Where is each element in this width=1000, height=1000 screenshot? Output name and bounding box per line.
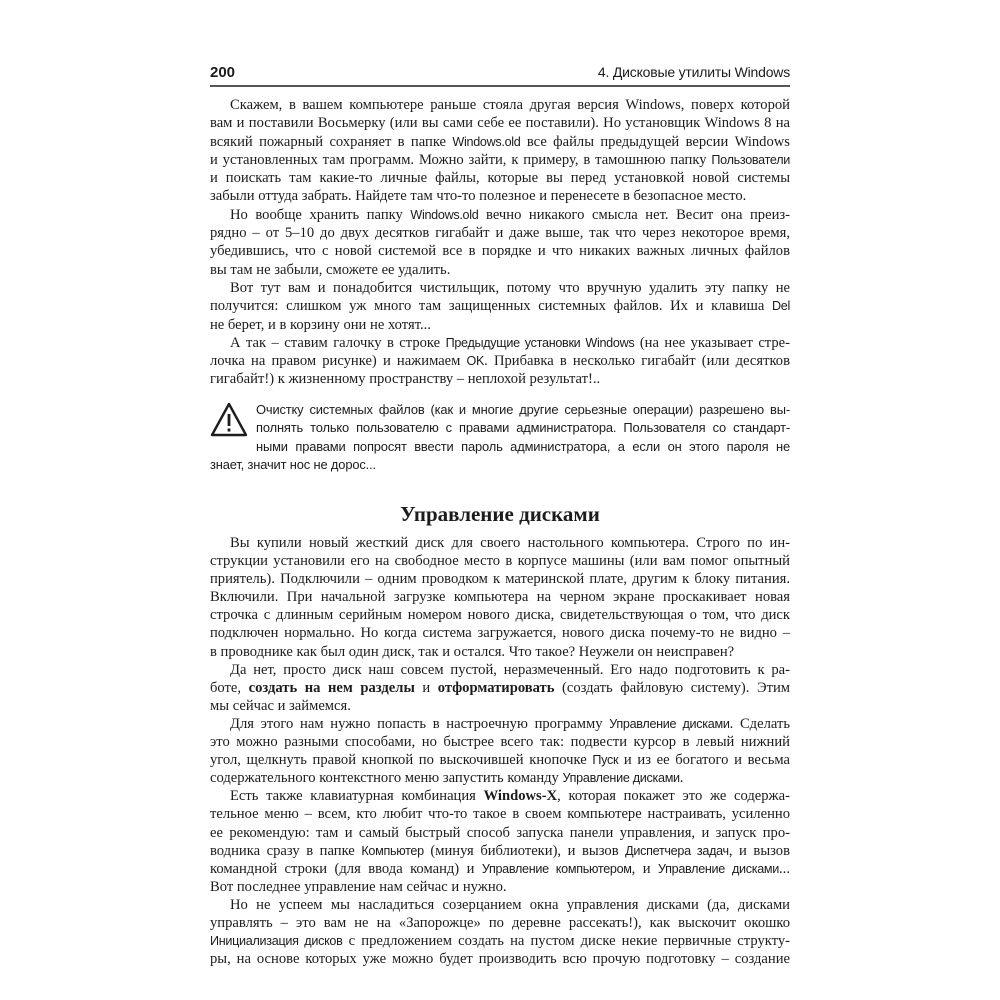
text-segment: строчка с длинным серийным номером нового диска, свидетельствующая о том, что диск — [210, 607, 790, 624]
text-line — [210, 914, 790, 932]
ui-term: OK — [466, 354, 485, 369]
text-segment: А так – ставим галочку в строке — [230, 334, 446, 351]
text-line — [210, 534, 790, 552]
text-segment: струкции установили его на свободное место в корпусе машины (или вам помог опытный — [210, 553, 790, 570]
ui-term: Предыдущие установки Windows — [445, 335, 635, 350]
text-line — [210, 932, 790, 950]
bold-term: Windows-X — [483, 788, 558, 805]
ui-term: Управление дисками — [562, 771, 680, 786]
text-line — [210, 316, 790, 334]
text-line — [210, 787, 790, 805]
text-line — [210, 279, 790, 297]
text-segment: , которая покажет это же содержа- — [557, 788, 790, 805]
text-segment: забыли оттуда забрать. Найдете там что-то полезное и перенесете в безопасное место. — [210, 188, 747, 205]
text-segment: вы там не забыли, сможете ее удалить. — [210, 261, 451, 278]
text-segment: боте, — [210, 679, 249, 696]
text-line — [210, 352, 790, 370]
text-line — [210, 733, 790, 751]
text-segment: Скажем, в вашем компьютере раньше стояла другая версия Windows, поверх которой — [230, 97, 790, 113]
section-heading: Управление дисками — [400, 502, 600, 526]
text-segment: это можно разными способами, но быстрее всего так: подвести курсор в левый нижний — [210, 734, 790, 751]
text-segment: . Прибавка в несколько гигабайт (или десятков — [484, 353, 790, 370]
ui-term: Del — [772, 299, 790, 314]
warning-line: полнять только пользователю с правами администратора. Пользователя со стандарт- — [256, 420, 790, 436]
text-line — [210, 661, 790, 679]
ui-term: Инициализация дисков — [210, 934, 343, 949]
text-segment: и — [414, 679, 438, 696]
text-line — [210, 242, 790, 260]
text-segment: получится: слишком уж много там защищенных системных файлов. Их и клавиша — [210, 298, 772, 315]
text-segment: Да нет, просто диск наш совсем пустой, неразмеченный. Его надо подготовить к ра- — [230, 661, 790, 678]
text-line — [210, 769, 790, 787]
text-segment: всякий пожарный сохраняет в папке — [210, 133, 453, 150]
text-segment: , и — [631, 860, 658, 877]
ui-term: Диспетчера задач — [625, 843, 729, 858]
text-line — [210, 552, 790, 570]
text-line — [210, 169, 790, 187]
text-line — [210, 224, 790, 242]
text-segment: вам и поставили Восьмерку (или вы сами себе ее поставили). Но установщик Windows 8 на — [210, 115, 790, 132]
text-line — [210, 297, 790, 315]
bold-term: создать на нем разделы — [248, 679, 415, 696]
ui-term: Пуск — [592, 753, 619, 768]
text-segment: Но вообще хранить папку — [230, 206, 411, 223]
text-segment: все файлы предыдущей версии Windows — [520, 133, 790, 150]
text-line — [210, 679, 790, 697]
ui-term: Управление компьютером — [481, 861, 632, 876]
text-segment: убедившись, что с новой системой все в порядке и что никаких важных личных файлов — [210, 243, 790, 260]
text-segment: Вот тут вам и понадобится чистильщик, потому что вручную удалить эту папку не — [230, 279, 790, 296]
text-line — [210, 805, 790, 823]
text-segment: , и вызов — [728, 842, 790, 859]
text-line — [210, 842, 790, 860]
text-segment: (на нее указывает стре- — [634, 334, 790, 351]
text-segment: лочка на правом рисунке) и нажимаем — [210, 353, 467, 370]
text-line — [210, 860, 790, 878]
text-segment: вечно никакого смысла нет. Весит она преиз- — [478, 206, 791, 223]
ui-term: Windows.old — [410, 207, 479, 222]
text-segment: рядно – от 5–10 до двух десятков гигабайт и даже выше, так что через некоторое время, — [210, 225, 790, 242]
ui-term: Компьютер — [361, 843, 424, 858]
text-segment: командной строки (для ввода команд) и — [210, 860, 482, 877]
text-segment: и поискать там какие-то личные файлы, которые вы перед установкой новой системы — [210, 170, 790, 187]
text-segment: Вы купили новый жесткий диск для своего настольного компьютера. Строго по ин- — [230, 535, 790, 551]
text-segment: (минуя библиотеки), и вызов — [423, 842, 626, 859]
text-segment: мы сейчас и займемся. — [210, 697, 351, 714]
ui-term: Пользователи — [711, 152, 790, 167]
text-line — [210, 334, 790, 352]
bold-term: отформатировать — [437, 679, 555, 696]
text-segment: Но не успеем мы насладиться созерцанием окна управления дисками (да, дисками — [230, 896, 790, 913]
text-line — [210, 878, 790, 896]
text-line — [210, 896, 790, 914]
text-line — [210, 643, 790, 661]
text-line — [210, 751, 790, 769]
text-segment: Вот последнее управление нам сейчас и нужно. — [210, 878, 507, 895]
ui-term: Windows.old — [452, 134, 521, 149]
text-segment: тельное меню – всем, кто любит что-то такое в своем компьютере настраивать, усиленно — [210, 806, 790, 823]
text-line — [210, 606, 790, 624]
text-segment: Включили. При начальной загрузке компьютера на черном экране проскакивает новая — [210, 589, 790, 606]
text-segment: гигабайт!) к жизненному пространству – неплохой результат!.. — [210, 371, 601, 388]
text-segment: Для этого нам нужно попасть в настроечную программу — [230, 715, 610, 732]
text-line — [210, 950, 790, 968]
text-segment: в проводнике как был один диск, так и остался. Что такое? Неужели он неисправен? — [210, 643, 735, 660]
header-rule — [210, 85, 790, 87]
intro-text — [210, 96, 790, 389]
text-segment: водника сразу в папке — [210, 842, 362, 859]
ui-term: Управление дисками — [657, 861, 780, 876]
text-segment: приятель). Подключили – одним проводком к материнской плате, другим к блоку питания. — [210, 571, 790, 588]
text-line — [210, 715, 790, 733]
ui-term: Управление дисками — [609, 716, 730, 731]
text-segment: управлять – это вам не на «Запорожце» по деревне рассекать!), как выскочит окошко — [210, 914, 790, 931]
text-line — [210, 151, 790, 169]
running-header — [210, 62, 790, 84]
section-text — [210, 534, 790, 968]
text-segment: угол, щелкнуть правой кнопкой по выскочившей кнопочке — [210, 752, 593, 769]
text-line — [210, 370, 790, 388]
text-line — [210, 824, 790, 842]
page-number: 200 — [210, 64, 236, 81]
text-line — [210, 624, 790, 642]
text-segment: . — [679, 770, 684, 787]
text-segment: и из ее богатого и весьма — [618, 752, 791, 769]
warning-line: ными правами попросят ввести пароль администратора, а если он этого пароля не — [256, 438, 790, 454]
text-line — [210, 187, 790, 205]
text-segment: (создать файловую систему). Этим — [554, 679, 791, 696]
text-segment: с предложением создать на пустом диске некие первичные структу- — [342, 933, 790, 950]
text-line — [210, 96, 790, 114]
text-line — [210, 206, 790, 224]
text-segment: ... — [779, 860, 790, 877]
chapter-title: 4. Дисковые утилиты Windows — [597, 64, 790, 80]
warning-line: знает, значит нос не дорос... — [210, 456, 376, 472]
text-line — [210, 697, 790, 715]
text-segment: Есть также клавиатурная комбинация — [230, 788, 484, 805]
warning-note — [210, 401, 790, 474]
warning-line: Очистку системных файлов (как и многие другие серьезные операции) разрешено вы- — [256, 402, 790, 417]
text-segment: содержательного контекстного меню запустить команду — [210, 770, 563, 787]
text-line — [210, 570, 790, 588]
text-segment: подключен нормально. Но когда система загружается, нового диска почему-то не видно – — [210, 625, 790, 642]
text-line — [210, 261, 790, 279]
text-line — [210, 588, 790, 606]
text-segment: . Сделать — [729, 715, 790, 732]
text-segment: ее рекомендую: там и самый быстрый способ запуска панели управления, и запуск про- — [210, 824, 790, 841]
text-segment: и установленных там программ. Можно зайти, к примеру, в тамошнюю папку — [210, 151, 712, 168]
text-segment: не берет, и в корзину они не хотят... — [210, 316, 431, 333]
text-line — [210, 114, 790, 132]
text-segment: ры, на основе которых уже можно будет производить всю прочую подготовку – создание — [210, 951, 790, 968]
text-line — [210, 133, 790, 151]
